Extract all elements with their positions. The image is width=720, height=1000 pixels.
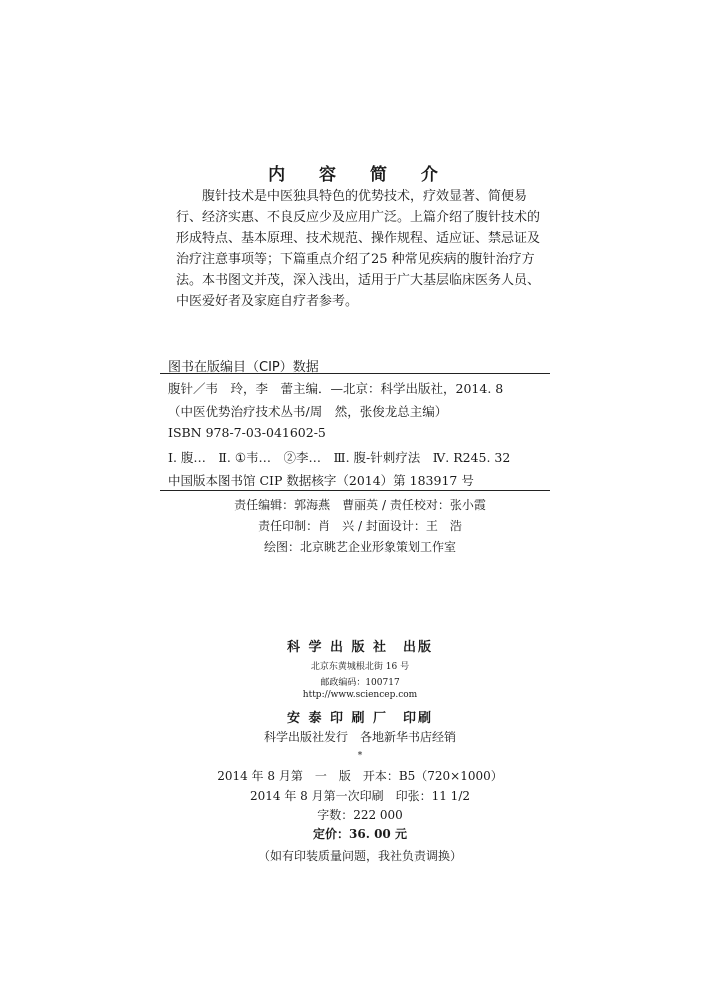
summary-title: 内 容 简 介 <box>268 165 452 185</box>
publisher-url: http://www.sciencep.com <box>302 690 418 700</box>
publisher-postcode: 邮政编码：100717 <box>320 678 400 688</box>
cip-top-rule <box>160 373 550 374</box>
quality-notice: （如有印装质量问题，我社负责调换） <box>257 849 462 863</box>
edition-info: 2014 年 8 月第 一 版 开本：B5（720×1000） <box>217 769 503 783</box>
cip-line-series: （中医优势治疗技术丛书/周 然，张俊龙总主编） <box>168 404 448 419</box>
printing-info: 2014 年 8 月第一次印刷 印张：11 1/2 <box>249 789 470 803</box>
cip-bottom-rule <box>160 490 550 491</box>
cip-line-record-number: 中国版本图书馆 CIP 数据核字（2014）第 183917 号 <box>168 473 474 488</box>
cip-heading: 图书在版编目（CIP）数据 <box>168 360 319 375</box>
summary-paragraph-2: 本书图文并茂，深入浅出，适用于广大基层临床医务人员、中医爱好者及家庭自疗者参考。 <box>176 273 541 309</box>
credit-editors: 责任编辑：郭海燕 曹丽英 / 责任校对：张小霞 <box>234 498 486 512</box>
separator-star: * <box>357 751 363 761</box>
word-count: 字数：222 000 <box>317 808 403 822</box>
price: 定价：36. 00 元 <box>313 827 407 841</box>
publisher-address: 北京东黄城根北街 16 号 <box>310 662 410 672</box>
distribution: 科学出版社发行 各地新华书店经销 <box>263 730 456 744</box>
credit-illustration: 绘图：北京眺艺企业形象策划工作室 <box>263 540 456 554</box>
cip-line-classification: Ⅰ. 腹… Ⅱ. ①韦… ②李… Ⅲ. 腹-针刺疗法 Ⅳ. R245. 32 <box>168 450 511 465</box>
publisher-name: 科 学 出 版 社 出版 <box>286 640 434 655</box>
summary-paragraph-1: 腹针技术是中医独具特色的优势技术，疗效显著、简便易行、经济实惠、不良反应少及应用广泛。上篇介绍了腹针技术的形成特点、基本原理、技术规范、操作规程、适应证、禁忌证及治疗注意事项等；下篇重点介绍了25 种常见疾病的腹针治疗方法。 <box>176 189 541 288</box>
cip-line-title: 腹针／韦 玲，李 蕾主编．—北京：科学出版社，2014. 8 <box>168 381 504 396</box>
cip-line-isbn: ISBN 978-7-03-041602-5 <box>168 425 326 440</box>
credit-printing-design: 责任印制：肖 兴 / 封面设计：王 浩 <box>258 519 462 533</box>
printer-name: 安 泰 印 刷 厂 印刷 <box>286 711 434 726</box>
